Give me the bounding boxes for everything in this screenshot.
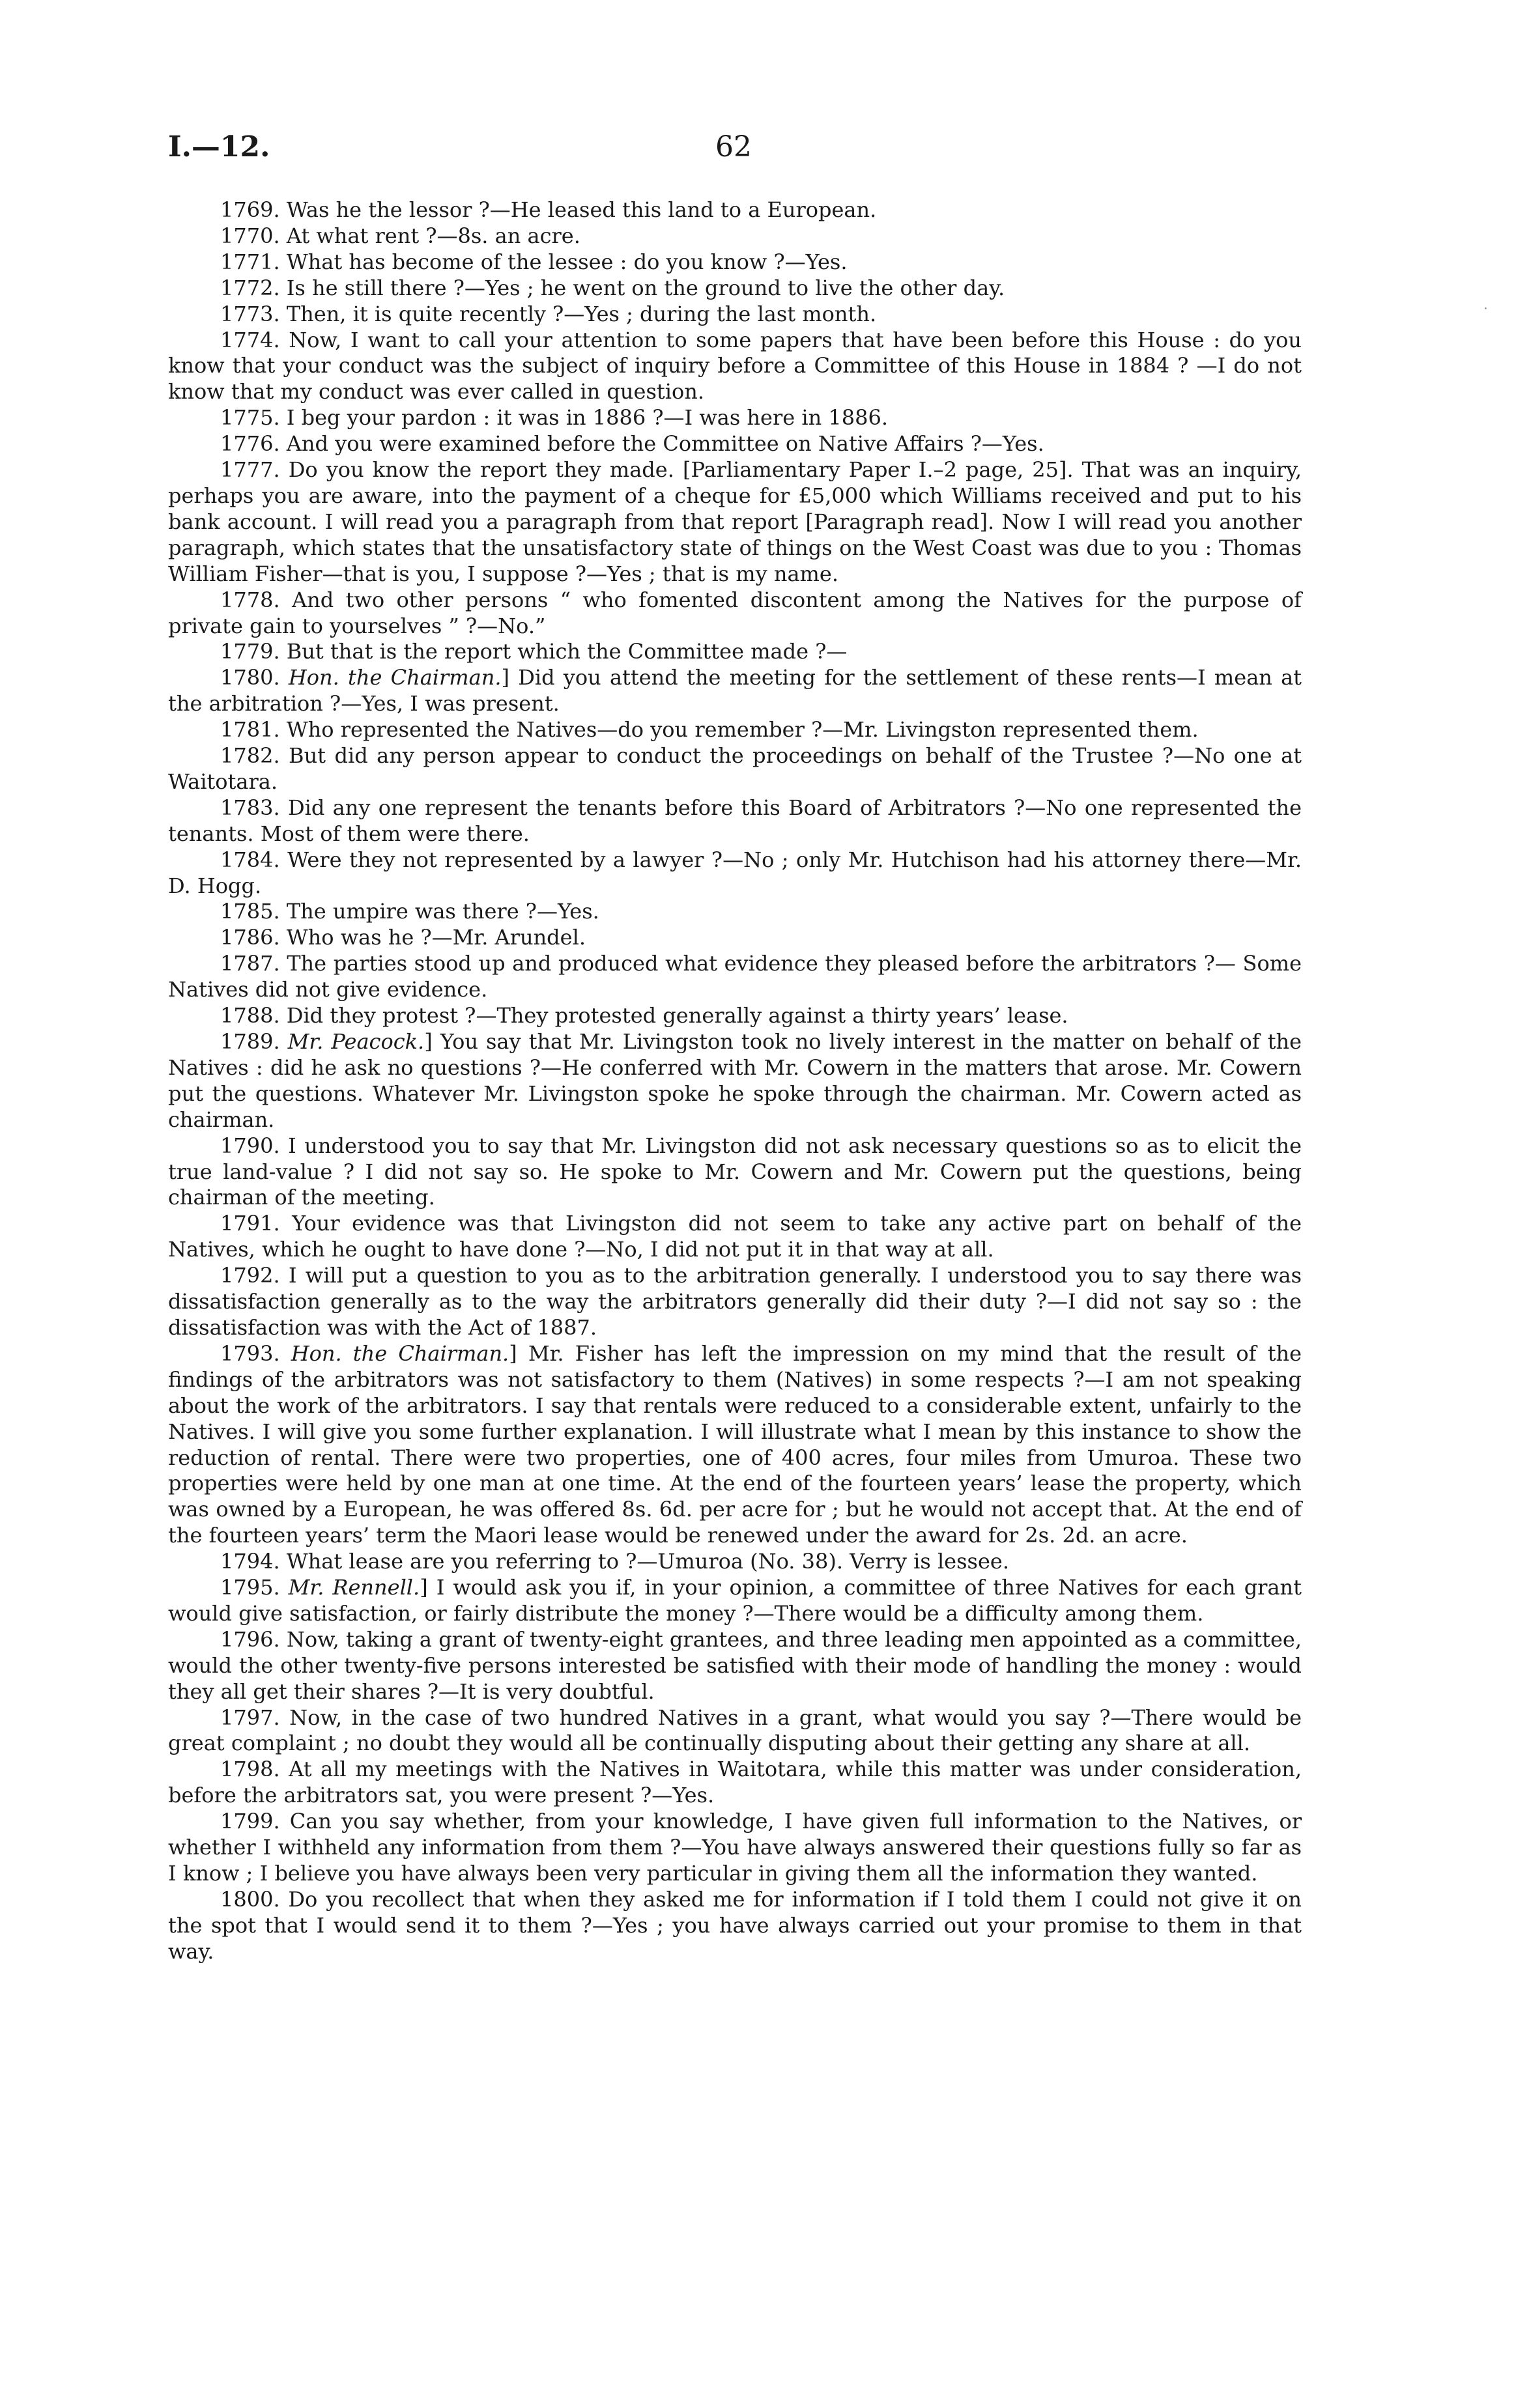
question-text: 1794. What lease are you referring to ?—Umuroa (No. 38). Verry is lessee.	[220, 1549, 1009, 1574]
testimony-paragraph	[168, 847, 1302, 899]
question-text: 1793.	[220, 1340, 280, 1366]
question-text: 1773. Then, it is quite recently ?—Yes ; during the last month.	[220, 301, 877, 326]
speaker-name: Hon. the Chairman.	[291, 1340, 509, 1366]
question-text: 1795.	[220, 1575, 280, 1600]
question-text: 1772. Is he still there ?—Yes ; he went on the ground to live the other day.	[220, 275, 1005, 300]
question-text: 1776. And you were examined before the Committee on Native Affairs ?—Yes.	[220, 431, 1044, 457]
question-text: 1774. Now, I want to call your attention to some papers that have been before this House : do you know that your conduct was the subject of inquiry before a Committee of this House in 1884 ? —I do not know that my conduct was ever called in question.	[168, 327, 1302, 404]
testimony-paragraph	[168, 1627, 1302, 1705]
speaker-name: Mr. Rennell.	[288, 1575, 420, 1600]
testimony-paragraph	[168, 795, 1302, 847]
question-text: 1783. Did any one represent the tenants before this Board of Arbitrators ?—No one represented the tenants. Most of them were there.	[168, 795, 1302, 846]
question-text: 1779. But that is the report which the Committee made ?—	[220, 639, 848, 664]
question-text: 1770. At what rent ?—8s. an acre.	[220, 223, 580, 248]
question-text: 1778. And two other persons “ who fomented discontent among the Natives for the purpose of private gain to yourselves ” ?—No.”	[168, 587, 1302, 638]
scan-artifact: ˙	[1482, 306, 1489, 322]
question-text: 1784. Were they not represented by a lawyer ?—No ; only Mr. Hutchison had his attorney there—Mr. D. Hogg.	[168, 847, 1302, 898]
testimony-paragraph	[168, 405, 1302, 431]
question-text: 1800. Do you recollect that when they asked me for information if I told them I could not give it on the spot that I would send it to them ?—Yes ; you have always carried out your promise to them in that way.	[168, 1886, 1302, 1964]
question-text: 1780.	[220, 665, 280, 690]
testimony-paragraph	[168, 743, 1302, 795]
testimony-paragraph	[168, 665, 1302, 717]
question-text: 1798. At all my meetings with the Natives in Waitotara, while this matter was under consideration, before the arbitrators sat, you were present ?—Yes.	[168, 1757, 1302, 1808]
question-text: 1792. I will put a question to you as to the arbitration generally. I understood you to say there was dissatisfaction generally as to the way the arbitrators generally did their duty ?—I did not say so : the dissatisfaction was with the Act of 1887.	[168, 1263, 1302, 1340]
testimony-paragraph	[168, 1211, 1302, 1263]
testimony-paragraph	[168, 197, 1302, 223]
testimony-paragraph	[168, 302, 1302, 328]
speaker-name: Hon. the Chairman.	[288, 665, 502, 690]
testimony-paragraph	[168, 431, 1302, 457]
page-number: 62	[715, 130, 752, 163]
question-text-continued: ] You say that Mr. Livingston took no lively interest in the matter on behalf of the Natives : did he ask no questions ?—He conferred with Mr. Cowern in the matters that arose. Mr. Cowern put the questions. Whatever Mr. Livingston spoke he spoke through the chairman. Mr. Cowern acted as chairman.	[168, 1029, 1302, 1132]
page-reference: I.—12.	[168, 130, 270, 163]
testimony-paragraph	[168, 1029, 1302, 1133]
question-text: 1797. Now, in the case of two hundred Natives in a grant, what would you say ?—There would be great complaint ; no doubt they would all be continually disputing about their getting any share at all.	[168, 1705, 1302, 1756]
testimony-paragraph	[168, 951, 1302, 1003]
question-text: 1775. I beg your pardon : it was in 1886 ?—I was here in 1886.	[220, 405, 888, 431]
testimony-paragraph	[168, 1575, 1302, 1627]
question-text: 1799. Can you say whether, from your knowledge, I have given full information to the Natives, or whether I withheld any information from them ?—You have always answered their questions fully so far as I know ; I believe you have always been very particular in giving them all the information they wanted.	[168, 1809, 1302, 1886]
testimony-paragraph	[168, 925, 1302, 951]
page-body	[168, 197, 1302, 1965]
question-text: 1771. What has become of the lessee : do you know ?—Yes.	[220, 249, 848, 274]
question-text: 1796. Now, taking a grant of twenty-eight grantees, and three leading men appointed as a committee, would the other twenty-five persons interested be satisfied with their mode of handling the money : would they all get their shares ?—It is very doubtful.	[168, 1626, 1302, 1704]
testimony-paragraph	[168, 276, 1302, 302]
question-text: 1787. The parties stood up and produced what evidence they pleased before the arbitrators ?— Some Natives did not give evidence.	[168, 951, 1302, 1002]
testimony-paragraph	[168, 1133, 1302, 1211]
testimony-paragraph	[168, 249, 1302, 276]
testimony-paragraph	[168, 1757, 1302, 1809]
testimony-paragraph	[168, 717, 1302, 743]
question-text: 1790. I understood you to say that Mr. Livingston did not ask necessary questions so as to elicit the true land-value ? I did not say so. He spoke to Mr. Cowern and Mr. Cowern put the questions, being chairman of the meeting.	[168, 1133, 1302, 1210]
testimony-paragraph	[168, 1003, 1302, 1029]
question-text: 1769. Was he the lessor ?—He leased this land to a European.	[220, 197, 877, 222]
question-text: 1785. The umpire was there ?—Yes.	[220, 899, 599, 924]
testimony-paragraph	[168, 1809, 1302, 1887]
question-text: 1781. Who represented the Natives—do you remember ?—Mr. Livingston represented them.	[220, 717, 1199, 743]
question-text-continued: ] I would ask you if, in your opinion, a committee of three Natives for each grant would give satisfaction, or fairly distribute the money ?—There would be a difficulty among them.	[168, 1575, 1302, 1626]
testimony-paragraph	[168, 457, 1302, 588]
testimony-paragraph	[168, 639, 1302, 665]
question-text: 1786. Who was he ?—Mr. Arundel.	[220, 925, 586, 950]
question-text-continued: ] Did you attend the meeting for the settlement of these rents—I mean at the arbitration ?—Yes, I was present.	[168, 665, 1302, 716]
testimony-paragraph	[168, 1341, 1302, 1549]
question-text: 1788. Did they protest ?—They protested generally against a thirty years’ lease.	[220, 1003, 1068, 1028]
question-text-continued: ] Mr. Fisher has left the impression on my mind that the result of the findings of the arbitrators was not satisfactory to them (Natives) in some respects ?—I am not speaking about the work of the arbitrators. I say that rentals were reduced to a considerable extent, unfairly to the Natives. I will give you some further explanation. I will illustrate what I mean by this instance to show the reduction of rental. There were two properties, one of 400 acres, four miles from Umuroa. These two properties were held by one man at one time. At the end of the fourteen years’ lease the property, which was owned by a European, he was offered 8s. 6d. per acre for ; but he would not accept that. At the end of the fourteen years’ term the Maori lease would be renewed under the award for 2s. 2d. an acre.	[168, 1340, 1302, 1548]
testimony-paragraph	[168, 1263, 1302, 1341]
question-text: 1789.	[220, 1029, 280, 1054]
testimony-paragraph	[168, 899, 1302, 925]
question-text: 1791. Your evidence was that Livingston did not seem to take any active part on behalf of the Natives, which he ought to have done ?—No, I did not put it in that way at all.	[168, 1211, 1302, 1262]
question-text: 1782. But did any person appear to conduct the proceedings on behalf of the Trustee ?—No one at Waitotara.	[168, 743, 1302, 794]
testimony-paragraph	[168, 1887, 1302, 1965]
question-text: 1777. Do you know the report they made. [Parliamentary Paper I.–2 page, 25]. That was an inquiry, perhaps you are aware, into the payment of a cheque for £5,000 which Williams received and put to his bank account. I will read you a paragraph from that report [Paragraph read]. Now I will read you another paragraph, which states that the unsatisfactory state of things on the West Coast was due to you : Thomas William Fisher—that is you, I suppose ?—Yes ; that is my name.	[168, 457, 1302, 586]
speaker-name: Mr. Peacock.	[287, 1029, 425, 1054]
testimony-paragraph	[168, 223, 1302, 249]
testimony-paragraph	[168, 1705, 1302, 1757]
testimony-paragraph	[168, 588, 1302, 640]
page-header	[168, 130, 1302, 169]
testimony-paragraph	[168, 328, 1302, 406]
testimony-paragraph	[168, 1549, 1302, 1575]
